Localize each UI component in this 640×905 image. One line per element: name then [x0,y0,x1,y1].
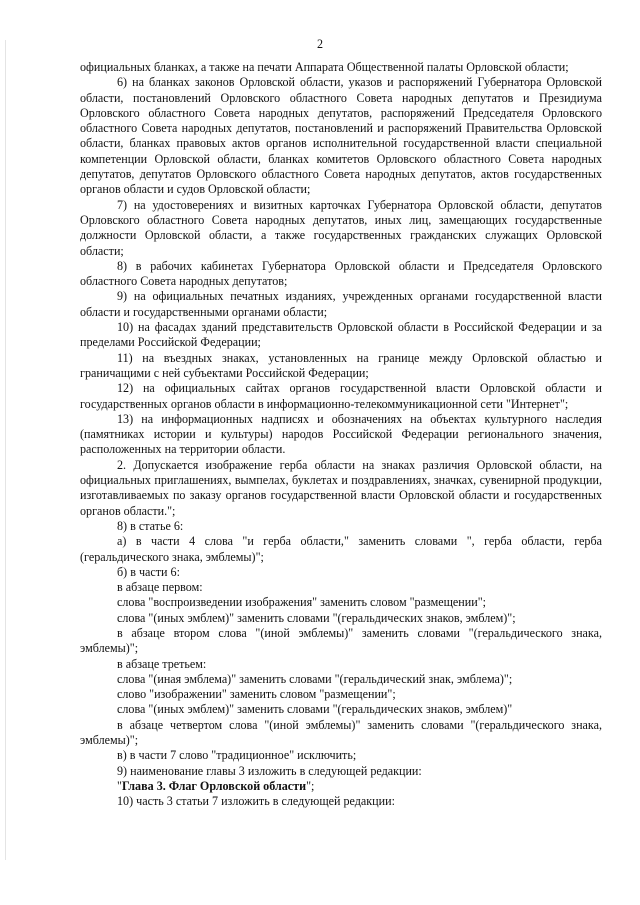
paragraph-continuation: официальных бланках, а также на печати Аппарата Общественной палаты Орловской области; [80,60,569,74]
replacement-line: слова "воспроизведении изображения" заменить словом "размещении"; [117,595,486,610]
amendment-8: 8) в статье 6: [117,518,184,533]
scan-edge-line [5,40,6,860]
replacement-line: в абзаце четвертом слова "(иной эмблемы)" заменить словами "(геральдического знака, эмблемы)"; [80,717,602,748]
paragraph-third-heading: в абзаце третьем: [117,656,207,671]
item-8: 8) в рабочих кабинетах Губернатора Орловской области и Председателя Орловского областного Совета народных депутатов; [80,258,602,289]
part-2: 2. Допускается изображение герба области на знаках различия Орловской области, на официальных приглашениях, вымпелах, буклетах и поздравлениях, значках, сувенирной продукции, изготавливаемых по заказу органов государственной власти Орловской области и государственных органов области."; [80,457,602,518]
amendment-10: 10) часть 3 статьи 7 изложить в следующей редакции: [117,794,395,809]
item-13: 13) на информационных надписях и обозначениях на объектах культурного наследия (памятниках истории и культуры) народов Российской Федерации регионального значения, расположенных на территории области. [80,411,602,457]
item-11: 11) на въездных знаках, установленных на границе между Орловской областью и граничащими с ней субъектами Российской Федерации; [80,350,602,380]
amendment-9: 9) наименование главы 3 изложить в следующей редакции: [117,763,422,778]
item-9: 9) на официальных печатных изданиях, учрежденных органами государственной власти области и государственными органами области; [80,289,602,319]
amendment-8b: б) в части 6: [117,564,180,579]
document-body [80,60,602,810]
page-number: 2 [316,37,324,51]
close-quote: "; [306,778,315,793]
paragraph-first-heading: в абзаце первом: [117,580,203,595]
replacement-line: слова "(иных эмблем)" заменить словами "(геральдических знаков, эмблем)"; [117,610,516,625]
amendment-8v: в) в части 7 слово "традиционное" исключить; [117,748,357,763]
replacement-line: в абзаце втором слова "(иной эмблемы)" заменить словами "(геральдического знака, эмблемы)"; [80,625,602,656]
amendment-8a: а) в части 4 слова "и герба области," заменить словами ", герба области, герба (геральдического знака, эмблемы)"; [80,534,602,564]
item-12: 12) на официальных сайтах органов государственной власти Орловской области и государственных органов области в информационно-телекоммуникационной сети "Интернет"; [80,381,602,411]
chapter-title: Глава 3. Флаг Орловской области [121,778,307,793]
item-7: 7) на удостоверениях и визитных карточках Губернатора Орловской области, депутатов Орловского областного Совета народных депутатов, иных лиц, замещающих государственные должности Орловской области, а также государственных гражданских служащих Орловской области; [80,197,602,258]
item-10: 10) на фасадах зданий представительств Орловской области в Российской Федерации и за пределами Российской Федерации; [80,320,602,350]
chapter-heading-line [80,779,602,794]
item-6: 6) на бланках законов Орловской области, указов и распоряжений Губернатора Орловской области, постановлений Орловского областного Совета народных депутатов и Президиума Орловского областного Совета народных депутатов, распоряжений Председателя Орловского областного Совета народных депутатов, постановлений и распоряжений Правительства Орловской области, бланках правовых актов органов исполнительной государственной власти специальной компетенции Орловской области, бланках комитетов Орловского областного Совета народных депутатов, депутатов Орловского областного Совета народных депутатов, актов государственных органов области и судов Орловской области; [80,75,602,197]
replacement-line: слова "(иных эмблем)" заменить словами "(геральдических знаков, эмблем)" [117,702,513,717]
replacement-line: слова "(иная эмблема)" заменить словами "(геральдический знак, эмблема)"; [117,671,513,686]
replacement-line: слово "изображении" заменить словом "размещении"; [117,687,396,702]
open-quote: " [117,778,122,793]
